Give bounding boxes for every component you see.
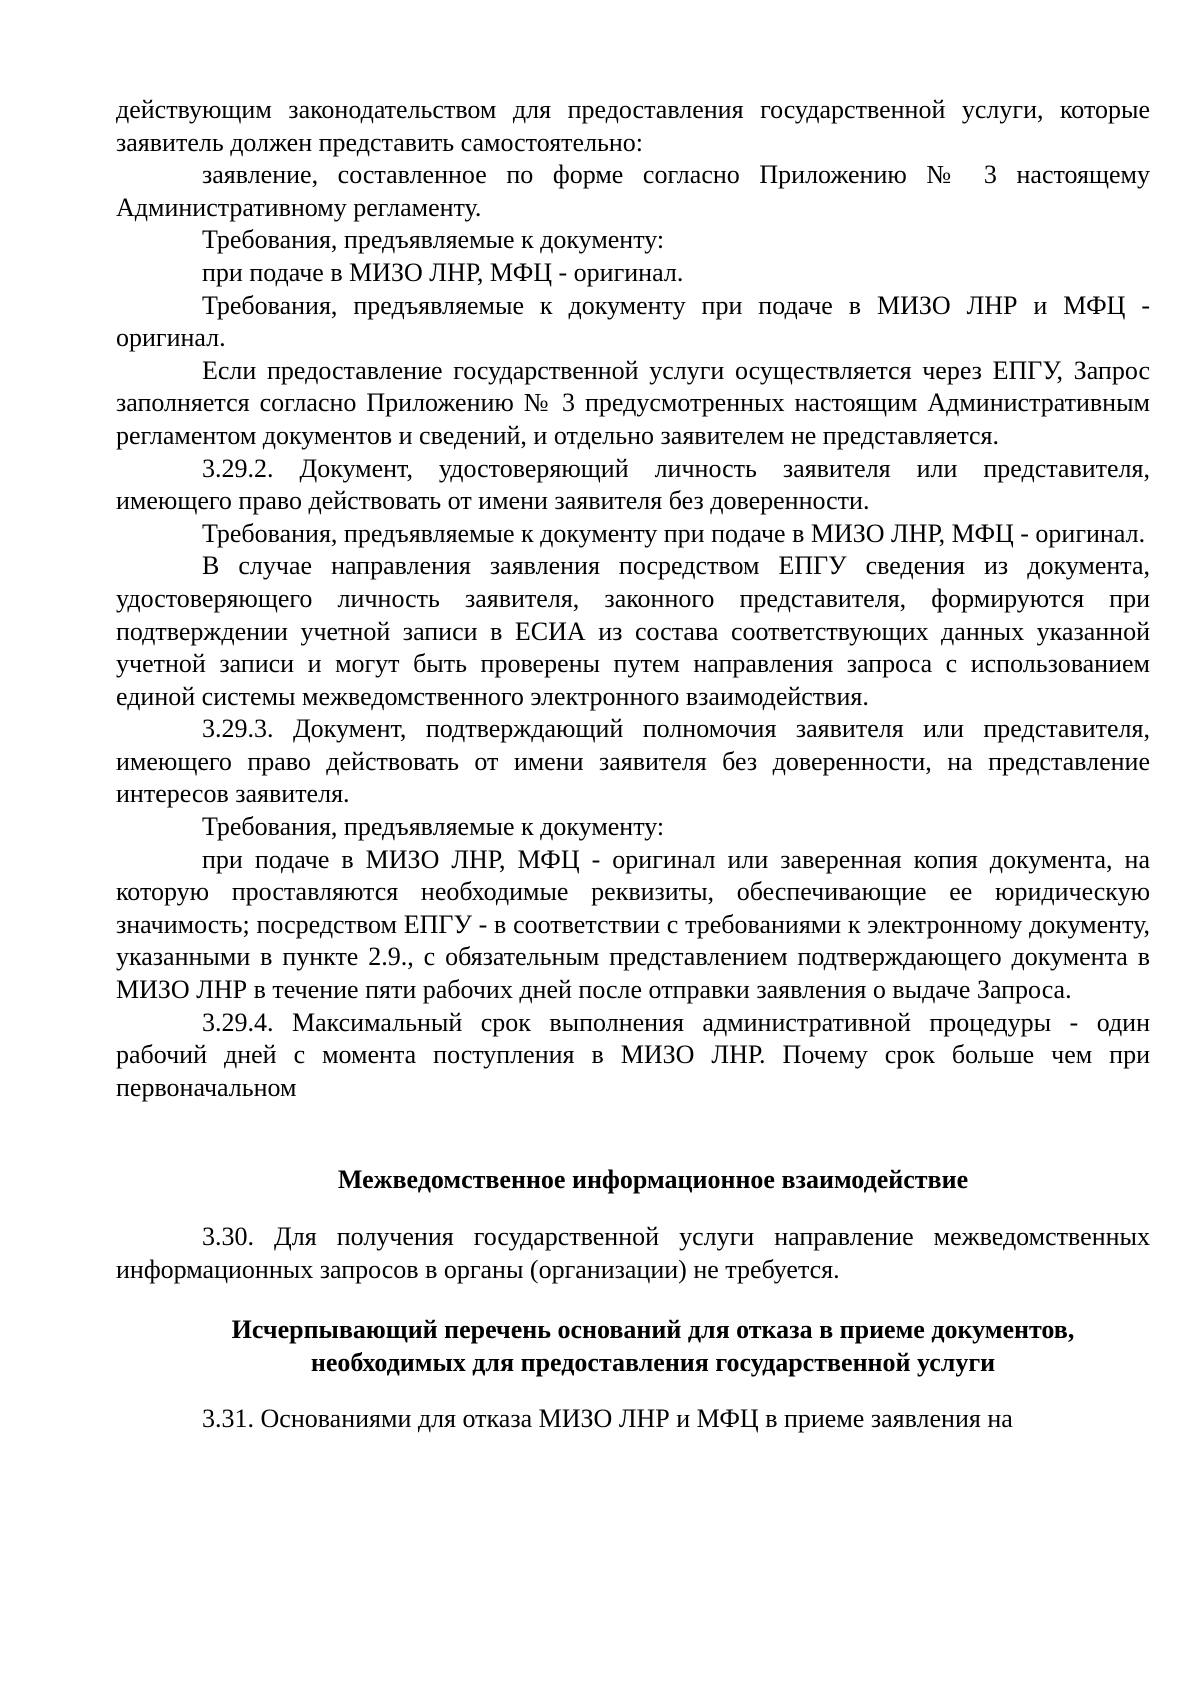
- paragraph: заявление, составленное по форме согласно Приложению № 3 настоящему Административному регламенту.: [116, 160, 1150, 222]
- paragraph: Если предоставление государственной услуги осуществляется через ЕПГУ, Запрос заполняется согласно Приложению № 3 предусмотренных настоящим Административным регламентом документов и сведений, и отдельно заявителем не представляется.: [116, 355, 1150, 450]
- document-page: [116, 94, 1150, 1436]
- section-heading-interagency: Межведомственное информационное взаимодействие: [337, 1165, 969, 1195]
- paragraph: при подаче в МИЗО ЛНР, МФЦ - оригинал.: [202, 257, 684, 287]
- paragraph-3-29-3: 3.29.3. Документ, подтверждающий полномочия заявителя или представителя, имеющего право действовать от имени заявителя без доверенности, на представление интересов заявителя.: [116, 714, 1150, 809]
- section-heading-line: необходимых для предоставления государственной услуги: [310, 1347, 996, 1377]
- paragraph-3-29-2: 3.29.2. Документ, удостоверяющий личность заявителя или представителя, имеющего право действовать от имени заявителя без доверенности.: [116, 453, 1150, 516]
- paragraph: Требования, предъявляемые к документу:: [202, 812, 665, 842]
- section-heading-refusal-grounds: [116, 1314, 1150, 1379]
- paragraph-3-31: 3.31. Основаниями для отказа МИЗО ЛНР и МФЦ в приеме заявления на: [202, 1404, 1013, 1434]
- paragraph-3-29-4: 3.29.4. Максимальный срок выполнения административной процедуры - один рабочий дней с момента поступления в МИЗО ЛНР. Почему срок больше чем при первоначальном: [116, 1007, 1150, 1102]
- paragraph: В случае направления заявления посредством ЕПГУ сведения из документа, удостоверяющего личность заявителя, законного представителя, формируются при подтверждении учетной записи в ЕСИА из состава соответствующих данных указанной учетной записи и могут быть проверены путем направления запроса с использованием единой системы межведомственного электронного взаимодействия.: [116, 551, 1150, 711]
- section-heading-line: Исчерпывающий перечень оснований для отказа в приеме документов,: [231, 1315, 1075, 1345]
- paragraph: действующим законодательством для предоставления государственной услуги, которые заявитель должен представить самостоятельно:: [116, 95, 1150, 157]
- paragraph: Требования, предъявляемые к документу при подаче в МИЗО ЛНР и МФЦ - оригинал.: [116, 290, 1150, 353]
- paragraph: при подаче в МИЗО ЛНР, МФЦ - оригинал или заверенная копия документа, на которую проставляются необходимые реквизиты, обеспечивающие ее юридическую значимость; посредством ЕПГУ - в соответствии с требованиями к электронному документу, указанными в пункте 2.9., с обязательным представлением подтверждающего документа в МИЗО ЛНР в течение пяти рабочих дней после отправки заявления о выдаче Запроса.: [116, 844, 1150, 1005]
- paragraph-3-30: 3.30. Для получения государственной услуги направление межведомственных информационных запросов в органы (организации) не требуется.: [116, 1222, 1150, 1284]
- paragraph: Требования, предъявляемые к документу:: [202, 225, 665, 255]
- paragraph: Требования, предъявляемые к документу при подаче в МИЗО ЛНР, МФЦ - оригинал.: [202, 518, 1146, 548]
